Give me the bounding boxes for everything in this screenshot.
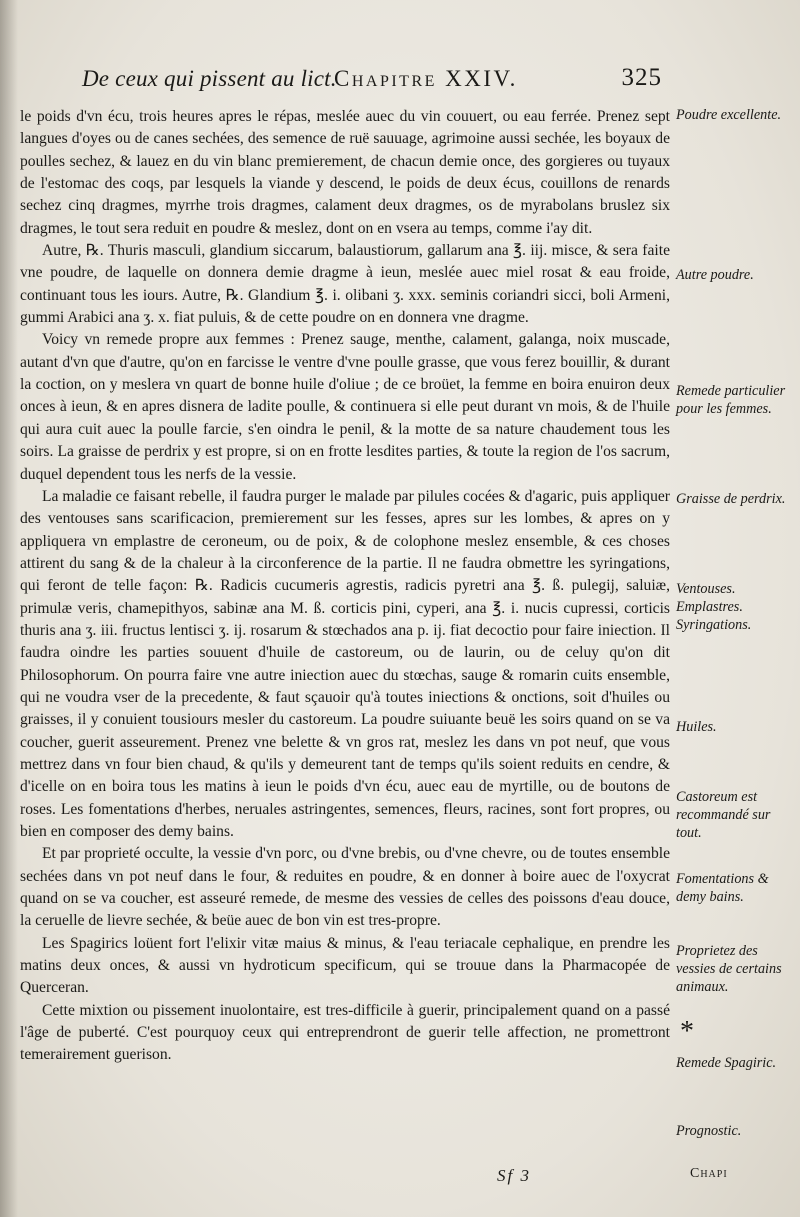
- paragraph-2: Autre, ℞. Thuris masculi, glandium siccarum, balaustiorum, gallarum ana ℥. iij. misce, & sera faite vne poudre, de laquelle on donnera demie dragme à ieun, meslée auec miel rosat & eau froide, continuant tous les iours. Autre, ℞. Glandium ℥. i. olibani ʒ. xxx. seminis coriandri sicci, boli Armeni, gummi Arabici ana ʒ. x. fiat puluis, & de cette poudre on en donnera vne dragme.: [20, 242, 670, 327]
- page-number: 325: [621, 64, 662, 91]
- chapter-heading: Chapitre XXIV.: [334, 66, 518, 91]
- paragraph-1: le poids d'vn écu, trois heures apres le répas, meslée auec du vin couuert, ou eau ferrée. Prenez sept langues d'oyes ou de canes sechées, des semence de ruë sauuage, agrimoine aussi sechée, les boyaux de poulles sechez, & lauez en du vin blanc premierement, de chacun demie once, des gorgieres ou tuyaux de l'estomac des coqs, par lesquels la viande y descend, le poids de deux écus, couillons de renards sechez cinq dragmes, myrrhe trois dragmes, calament deux dragmes, os de myrabolans bruslez six dragmes, le tout sera reduit en poudre & meslez, dont on en vsera au temps, comme i'ay dit.: [20, 108, 670, 237]
- margin-note-ventouses: Ventouses. Emplastres. Syringations.: [676, 581, 752, 633]
- margin-note-remede-femmes: Remede particulier pour les femmes.: [676, 383, 786, 417]
- margin-note-graisse: Graisse de perdrix.: [676, 491, 786, 507]
- paragraph-6: Les Spagirics loüent fort l'elixir vitæ maius & minus, & l'eau teriacale cephalique, en prendre les matins deux onces, & aussi vn hydroticum specificum, qui se trouue dans la Pharmacopée de Querceran.: [20, 934, 670, 997]
- paragraph-3: Voicy vn remede propre aux femmes : Prenez sauge, menthe, calament, galanga, noix muscade, autant d'vn que d'autre, qu'on en farcisse le ventre d'vne poulle grasse, que vous ferez bouillir, & durant la coction, on y meslera vn quart de bonne huile d'oliue ; de ce broüet, la femme en boira enuiron deux onces à ieun, & en apres disnera de ladite poulle, & continuera si elle peut durant vn mois, & de l'huile qui aura cuit auec la poulle farcie, s'en oindra le penil, & la motte de sa nature chaudement tous les soirs. La graisse de perdrix y est propre, si on en frotte lesdites parties, & toute la region de l'os sacrum, duquel dependent tous les nerfs de la vessie.: [20, 331, 670, 483]
- margin-notes: [672, 106, 796, 1156]
- running-title: De ceux qui pissent au lict.: [82, 66, 337, 91]
- margin-note-prognostic: Prognostic.: [676, 1123, 742, 1139]
- margin-note-castoreum: Castoreum est recommandé sur tout.: [676, 789, 771, 841]
- margin-note-fomentations: Fomentations & demy bains.: [676, 871, 769, 905]
- catchword: Chapi: [690, 1166, 728, 1181]
- paragraph-5: Et par proprieté occulte, la vessie d'vn porc, ou d'vne brebis, ou d'vne chevre, ou de toutes ensemble sechées dans vn pot neuf dans le four, & reduites en poudre, & en donner à boire auec de l'oxycrat quand on se va coucher, est asseuré remede, de mesme des vessies de celles des poissons d'eau douce, la ceruelle de lievre sechée, & beüe auec de bon vin est tres-propre.: [20, 845, 670, 930]
- paragraph-7: Cette mixtion ou pissement inuolontaire, est tres-difficile à guerir, principalement quand on a passé l'âge de puberté. C'est pourquoy ceux qui entreprendront de guerir telle affection, ne promettront temerairement guerison.: [20, 1001, 670, 1064]
- margin-note-proprietez: Proprietez des vessies de certains animaux.: [676, 943, 782, 995]
- page-header: [82, 62, 662, 102]
- asterisk-mark: *: [680, 1016, 694, 1047]
- margin-note-poudre: Poudre excellente.: [676, 107, 782, 123]
- signature-mark: Sf 3: [497, 1166, 531, 1185]
- paragraph-4: La maladie ce faisant rebelle, il faudra purger le malade par pilules cocées & d'agaric, puis appliquer des ventouses sans scarificacion, premierement sur les fesses, apres sur les lombes, & apres on y appliquera vn emplastre de ceroneum, ou de poix, & de colophone meslez ensemble, & ces choses attirent du sang & de la chaleur à la circonference de la partie. Il ne faudra obmettre les syringations, qui feront de telle façon: ℞. Radicis cucumeris agrestis, radicis pyretri ana ℥. ß. pulegij, saluiæ, primulæ veris, chamepithyos, sabinæ ana M. ß. corticis pini, cyperi, ana ℥. i. nucis cupressi, corticis thuris ana ʒ. iii. fructus lentisci ʒ. ij. rosarum & stœchados ana p. ij. fiat decoctio pour faire iniection. Il faudra oindre les parties souuent d'huile de castoreum, ou de laurin, ou de celuy qu'on dit Philosophorum. On pourra faire vne autre iniection auec du stœchas, sauge & romarin cuits ensemble, qui ne voudra vser de la precedente, & faut sçauoir qu'à toutes iniections & onctions, soit d'huiles ou graisses, il y conuient tousiours mesler du castoreum. La poudre suiuante beuë les soirs quand on se va coucher, guerit asseurement. Prenez vne belette & vn gros rat, meslez les dans vn pot neuf, que vous mettrez dans vn four bien chaud, & qu'ils y demeurent tant de temps qu'ils soient reduits en cendre, & d'icelle on en boira tous les matins à ieun le poids d'vn écu, auec eau de myrtille, ou de boutons de roses. Les fomentations d'herbes, neruales astringentes, semences, fleurs, racines, sont fort propres, ou bien en composer des demy bains.: [20, 487, 670, 840]
- binding-shadow: [0, 0, 18, 1217]
- margin-note-spagiric: Remede Spagiric.: [676, 1055, 777, 1071]
- margin-note-autre-poudre: Autre poudre.: [676, 267, 754, 283]
- page-footer: [0, 1166, 800, 1192]
- margin-note-huiles: Huiles.: [676, 719, 717, 735]
- body-text: [20, 106, 670, 1067]
